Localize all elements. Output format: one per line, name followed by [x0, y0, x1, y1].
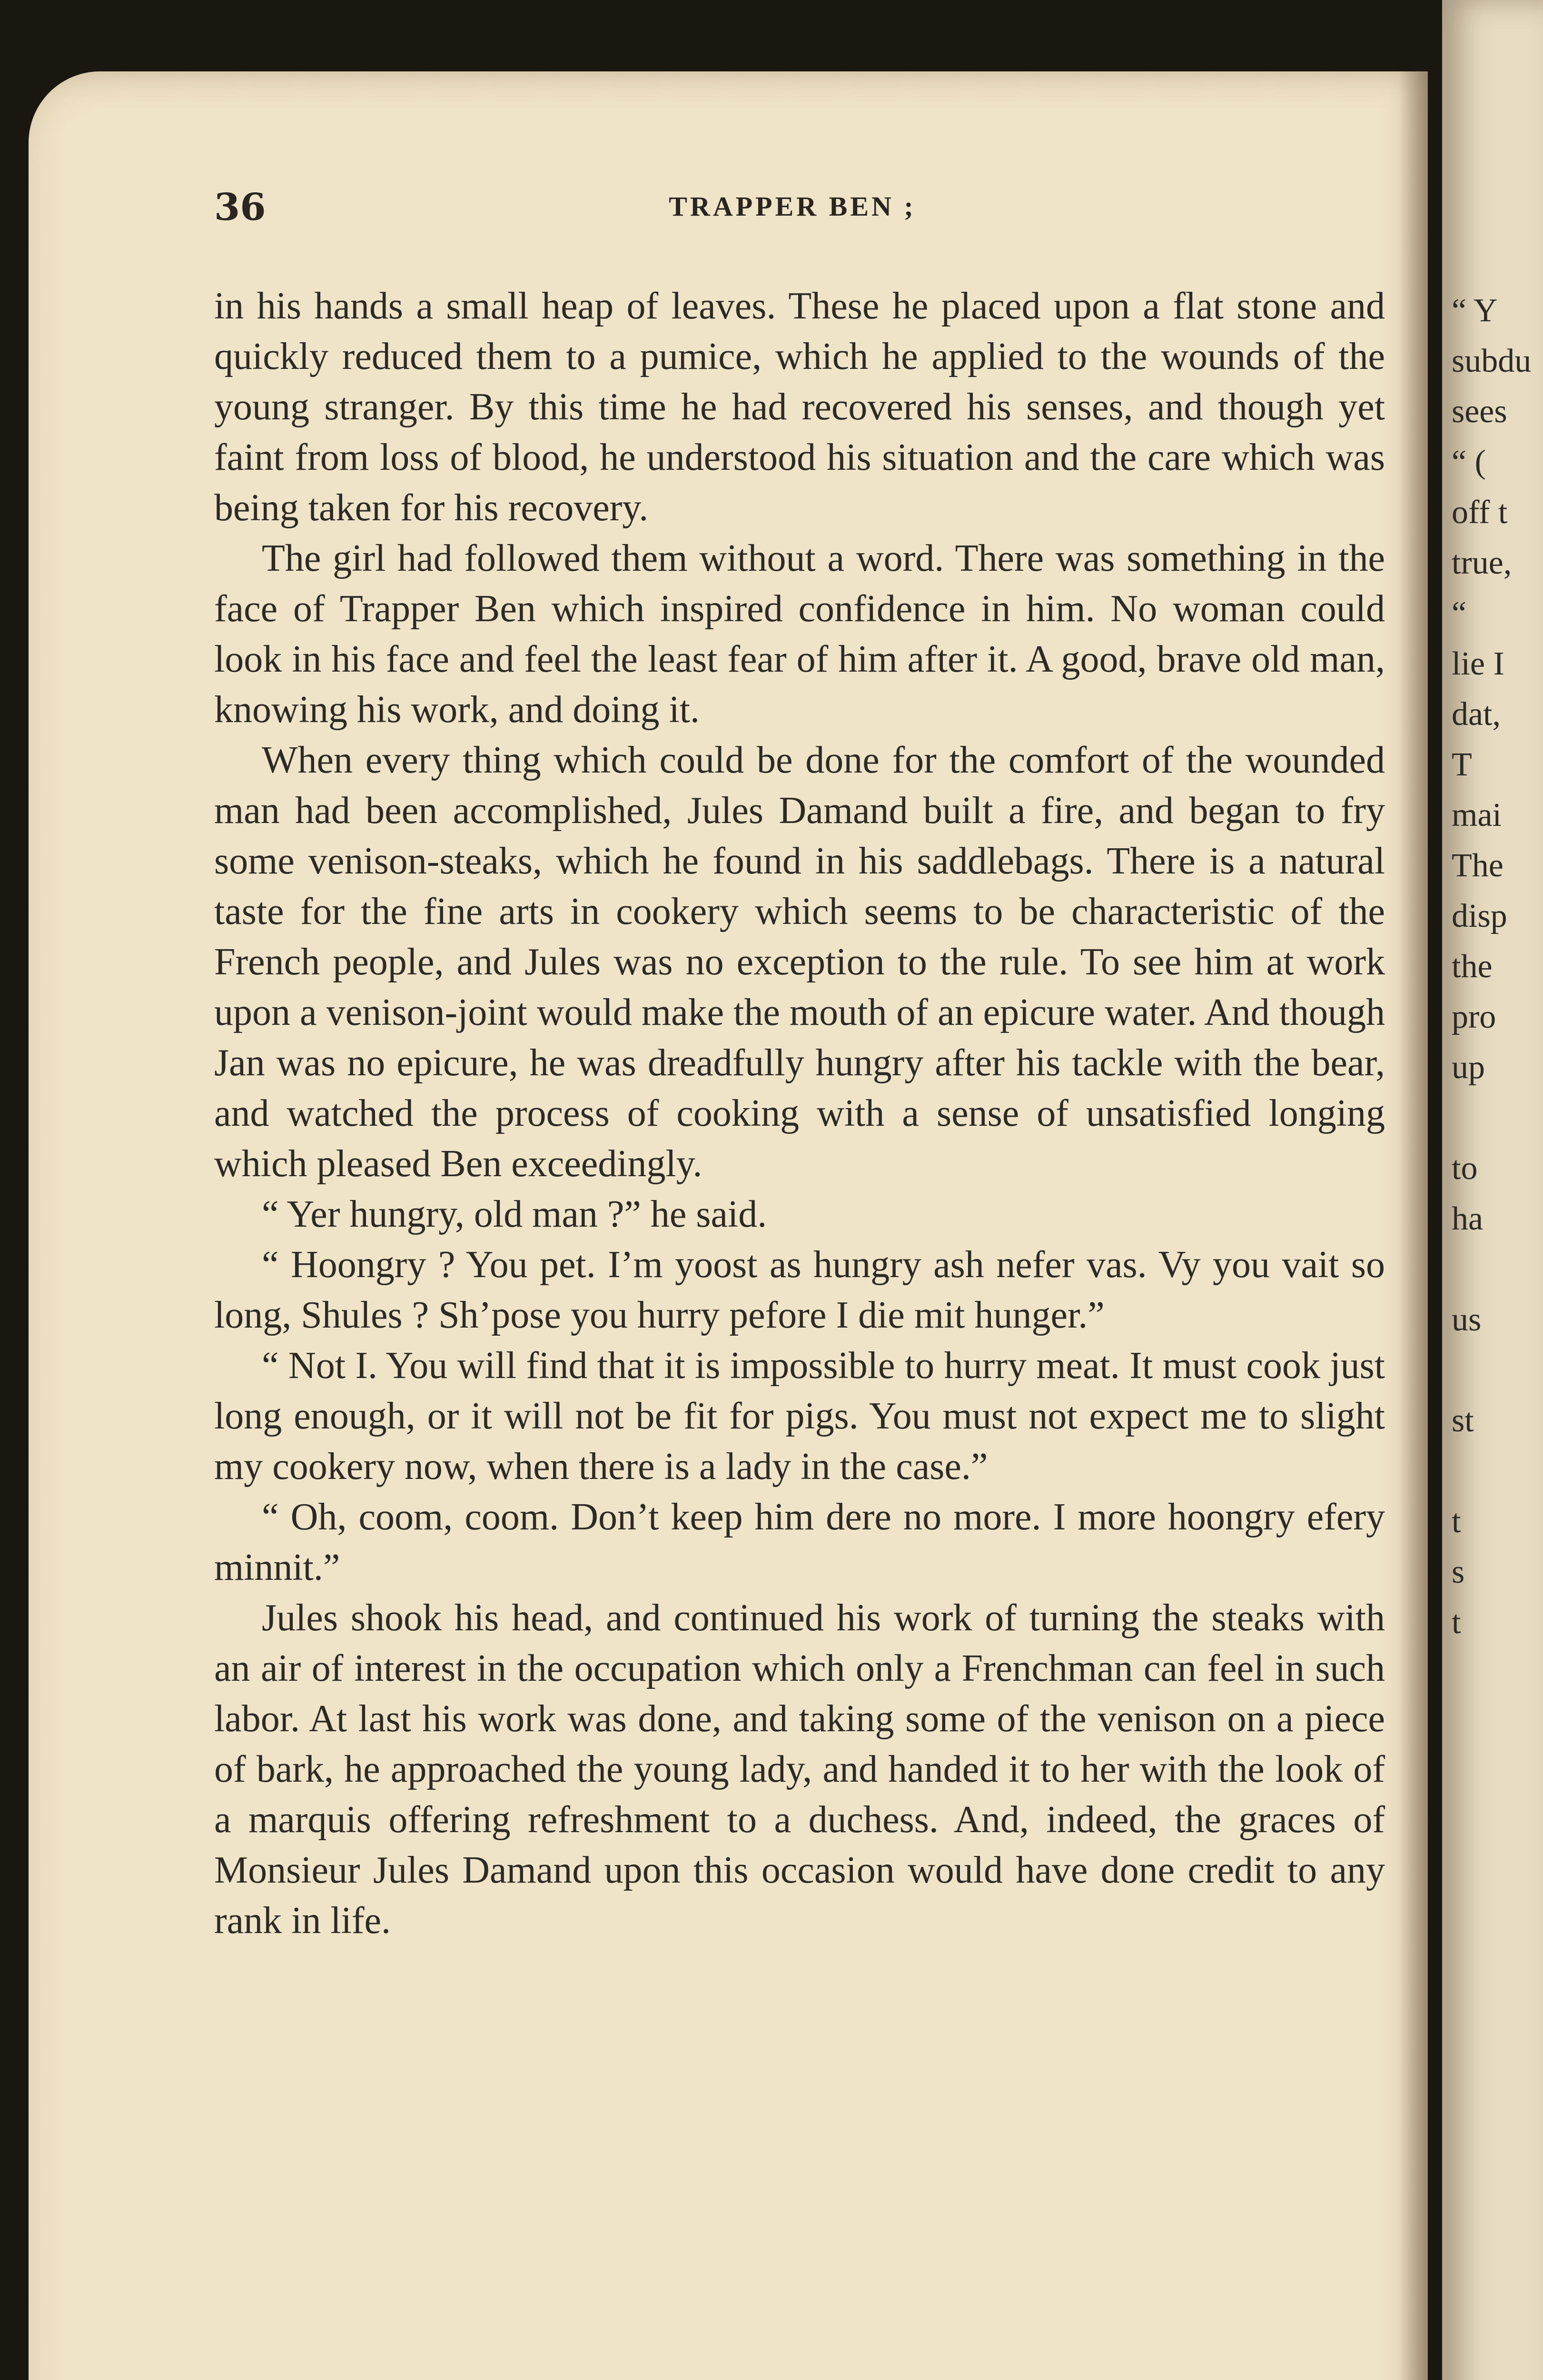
right-page-fragment: [1452, 1446, 1543, 1497]
right-page-fragment: The: [1452, 847, 1503, 884]
page-gutter-shadow: [1399, 71, 1428, 2380]
paragraph: The girl had followed them without a word. There was something in the face of Trapper Ben which inspired confidence in him. No woman could look in his face and feel the least fear of him after it. A good, brave old man, knowing his work, and doing it.: [214, 537, 1385, 731]
right-page-fragment: the: [1452, 948, 1493, 985]
right-page-fragment: t: [1452, 1503, 1461, 1540]
paragraph: “ Oh, coom, coom. Don’t keep him dere no more. I more hoongry efery minnit.”: [214, 1496, 1385, 1588]
right-page-fragment: ha: [1452, 1200, 1484, 1237]
right-page-fragment: up: [1452, 1049, 1485, 1086]
right-page-fragment: sees: [1452, 393, 1507, 430]
right-page-fragment: disp: [1452, 898, 1507, 934]
right-page-fragment: dat,: [1452, 696, 1501, 733]
page-header: [214, 186, 1371, 243]
right-page-fragment: true,: [1452, 545, 1512, 581]
paragraph: Jules shook his head, and continued his work of turning the steaks with an air of interest in the occupation which only a Frenchman can feel in such labor. At last his work was done, and taking some of the venison on a piece of bark, he approached the young lady, and handed it to her with the look of a marquis offering refreshment to a duchess. And, indeed, the graces of Monsieur Jules Damand upon this occasion would have done credit to any rank in life.: [214, 1597, 1385, 1942]
running-head: TRAPPER BEN ;: [669, 191, 916, 222]
right-page-fragment: pro: [1452, 999, 1496, 1035]
book-page-right-partial: [1442, 0, 1543, 2380]
right-page-text-fragments: [1452, 286, 1543, 1648]
right-page-fragment: [1452, 1345, 1543, 1396]
paragraph: “ Not I. You will find that it is impossible to hurry meat. It must cook just long enough, or it will not be fit for pigs. You must not expect me to slight my cookery now, when there is a lady in the case.”: [214, 1345, 1385, 1488]
right-page-fragment: us: [1452, 1301, 1482, 1338]
paragraph: “ Yer hungry, old man ?” he said.: [262, 1193, 767, 1235]
body-text: [214, 281, 1385, 1946]
right-page-fragment: [1452, 1244, 1543, 1295]
right-page-fragment: st: [1452, 1402, 1474, 1439]
right-page-fragment: [1452, 1093, 1543, 1143]
right-page-fragment: “ (: [1452, 444, 1486, 480]
page-number: 36: [214, 186, 266, 229]
right-page-fragment: subdu: [1452, 343, 1532, 379]
right-page-fragment: T: [1452, 746, 1472, 783]
right-page-fragment: “ Y: [1452, 292, 1498, 329]
paragraph: in his hands a small heap of leaves. These he placed upon a flat stone and quickly reduced them to a pumice, which he applied to the wounds of the young stranger. By this time he had recovered his senses, and though yet faint from loss of blood, he understood his situation and the care which was being taken for his recovery.: [214, 285, 1385, 529]
right-page-fragment: s: [1452, 1554, 1465, 1590]
book-page-left: [29, 71, 1428, 2380]
paragraph: “ Hoongry ? You pet. I’m yoost as hungry ash nefer vas. Vy you vait so long, Shules ? Sh’pose you hurry pefore I die mit hunger.”: [214, 1244, 1385, 1336]
right-page-fragment: lie I: [1452, 645, 1504, 682]
right-page-fragment: mai: [1452, 797, 1502, 833]
right-page-fragment: t: [1452, 1604, 1461, 1641]
right-page-fragment: “: [1452, 595, 1467, 632]
right-page-fragment: to: [1452, 1150, 1478, 1187]
paragraph: When every thing which could be done for the comfort of the wounded man had been accomplished, Jules Damand built a fire, and began to fry some venison-steaks, which he found in his saddlebags. There is a natural taste for the fine arts in cookery which seems to be characteristic of the French people, and Jules was no exception to the rule. To see him at work upon a venison-joint would make the mouth of an epicure water. And though Jan was no epicure, he was dreadfully hungry after his tackle with the bear, and watched the process of cooking with a sense of unsatisfied longing which pleased Ben exceedingly.: [214, 739, 1385, 1185]
right-page-fragment: off t: [1452, 494, 1508, 531]
